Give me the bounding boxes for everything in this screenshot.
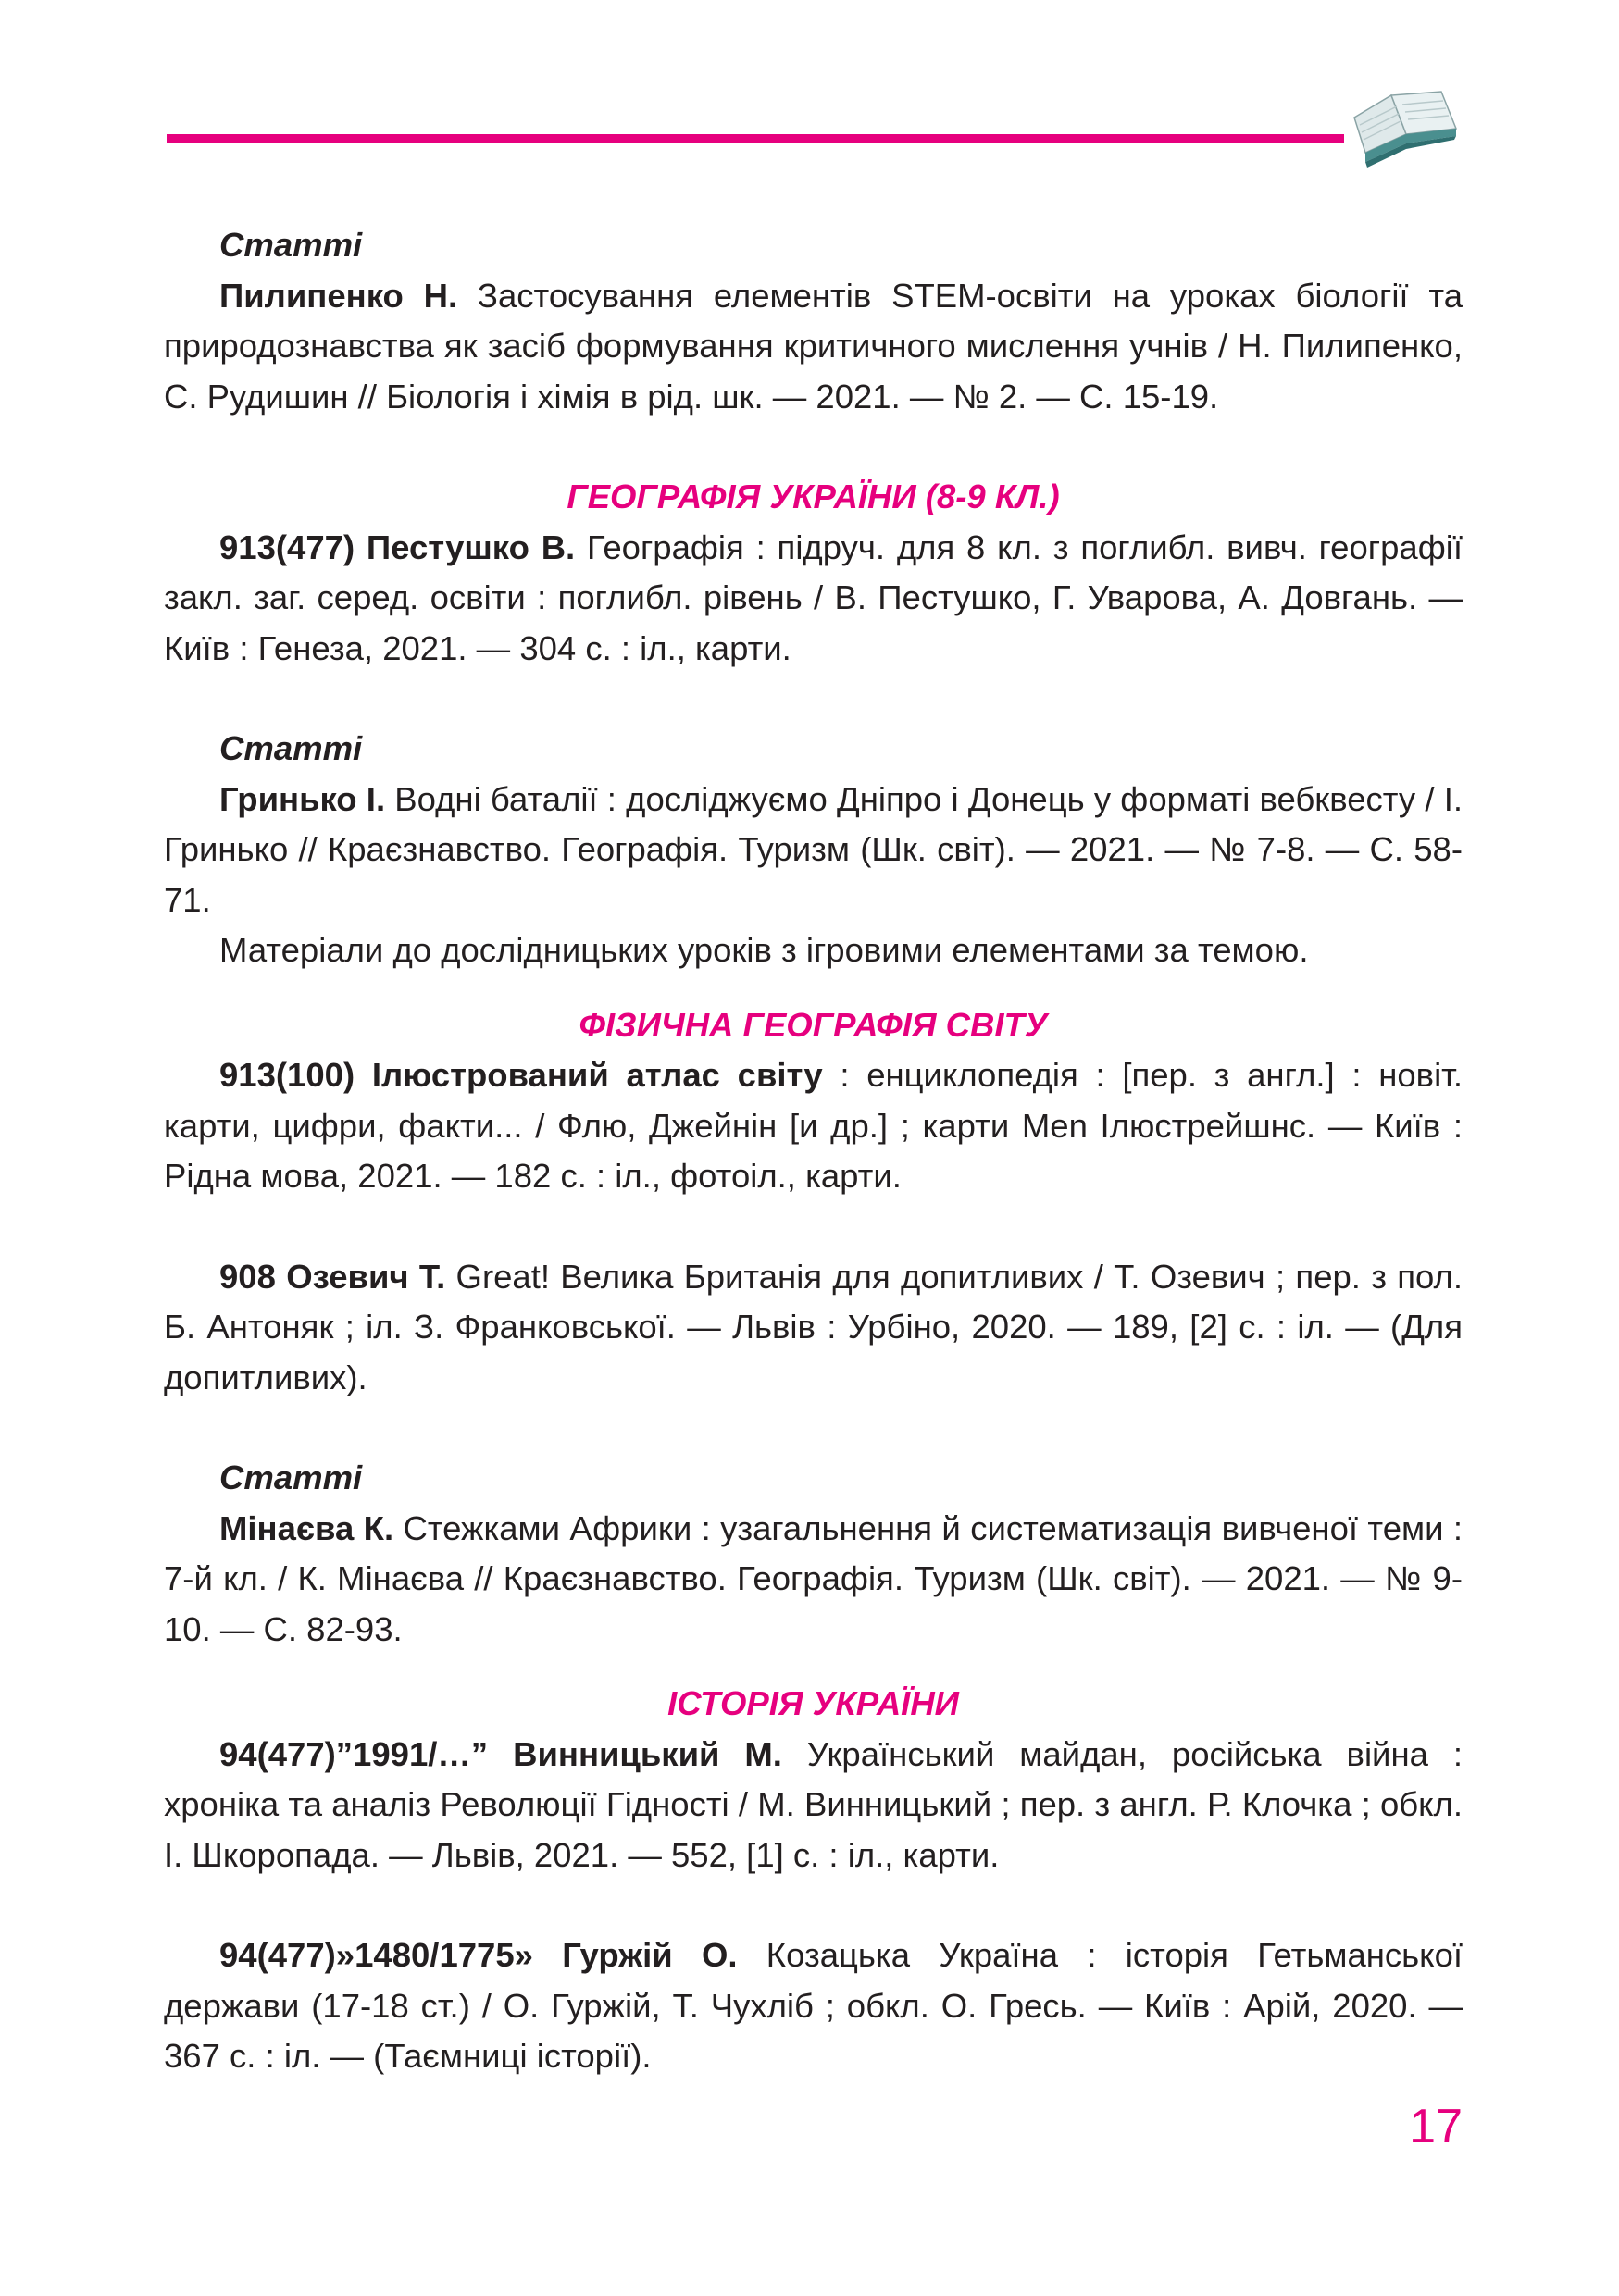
bibliography-entry: [164, 1930, 1463, 2082]
entry-description: Водні баталії : досліджуємо Дніпро і Донець у форматі вебквесту / І. Гринько // Краєзнавство. Географія. Туризм (Шк. світ). — 2021. — № 7-8. — С. 58-71.: [164, 779, 1463, 919]
bibliography-list: [164, 220, 1463, 2082]
bibliography-entry: [164, 775, 1463, 926]
entry-description: Козацька Україна : історія Гетьманської держави (17-18 ст.) / О. Гуржій, Т. Чухліб ; обкл. О. Гресь. — Київ : Арій, 2020. — 367 с. : іл. — (Таємниці історії).: [164, 1936, 1463, 2075]
page-number: 17: [1409, 2100, 1463, 2153]
entry-author: Пилипенко Н.: [219, 276, 458, 315]
entry-description: Застосування елементів STEM-освіти на уроках біології та природознавства як засіб формування критичного мислення учнів / Н. Пилипенко, С. Рудишин // Біологія і хімія в рід. шк. — 2021. — № 2. — С. 15-19.: [164, 276, 1463, 416]
entry-description: Географія : підруч. для 8 кл. з поглибл. вивч. географії закл. заг. серед. освіти : поглибл. рівень / В. Пестушко, Г. Уварова, А. Довгань. — Київ : Генеза, 2021. — 304 с. : іл., карти.: [164, 527, 1463, 667]
section-heading: ФІЗИЧНА ГЕОГРАФІЯ СВІТУ: [579, 1005, 1048, 1044]
entry-author: Гринько І.: [219, 779, 386, 818]
entry-title: 913(100) Ілюстрований атлас світу: [219, 1056, 823, 1094]
top-rule: [167, 134, 1344, 143]
bibliography-entry: [164, 271, 1463, 423]
section-subheading: Статті: [219, 729, 363, 767]
entry-author: 94(477)”1991/…” Винницький М.: [219, 1734, 782, 1773]
open-book-icon: [1347, 79, 1463, 171]
bibliography-entry: [164, 1504, 1463, 1656]
section-heading: ГЕОГРАФІЯ УКРАЇНИ (8-9 КЛ.): [567, 478, 1060, 515]
entry-description: Стежками Африки : узагальнення й систематизація вивченої теми : 7-й кл. / К. Мінаєва // Краєзнавство. Географія. Туризм (Шк. світ). — 2021. — № 9-10. — С. 82-93.: [164, 1508, 1463, 1648]
bibliography-entry: [164, 1050, 1463, 1202]
entry-description: Український майдан, російська війна : хроніка та аналіз Революції Гідності / М. Винницький ; пер. з англ. Р. Клочка ; обкл. І. Шкоропада. — Львів, 2021. — 552, [1] с. : іл., карти.: [164, 1734, 1463, 1874]
section-heading: ІСТОРІЯ УКРАЇНИ: [667, 1684, 959, 1722]
entry-description: : енциклопедія : [пер. з англ.] : новіт. карти, цифри, факти... / Флю, Джейнін [и др.] ; карти Men Ілюстрейшнс. — Київ : Рідна мова, 2021. — 182 с. : іл., фотоіл., карти.: [164, 1056, 1463, 1195]
entry-author: 913(477) Пестушко В.: [219, 527, 576, 566]
section-subheading: Статті: [219, 1458, 363, 1496]
entry-author: Мінаєва К.: [219, 1508, 394, 1547]
bibliography-entry: [164, 523, 1463, 675]
entry-description: Great! Велика Британія для допитливих / Т. Озевич ; пер. з пол. Б. Антоняк ; іл. З. Франковської. — Львів : Урбіно, 2020. — 189, [2] с. : іл. — (Для допитливих).: [164, 1257, 1463, 1396]
entry-author: 94(477)»1480/1775» Гуржій О.: [219, 1936, 738, 1974]
section-subheading: Статті: [219, 226, 363, 264]
entry-author: 908 Озевич Т.: [219, 1257, 446, 1296]
entry-note: Матеріали до дослідницьких уроків з ігровими елементами за темою.: [219, 931, 1309, 969]
bibliography-entry: [164, 1252, 1463, 1404]
bibliography-entry: [164, 1730, 1463, 1881]
